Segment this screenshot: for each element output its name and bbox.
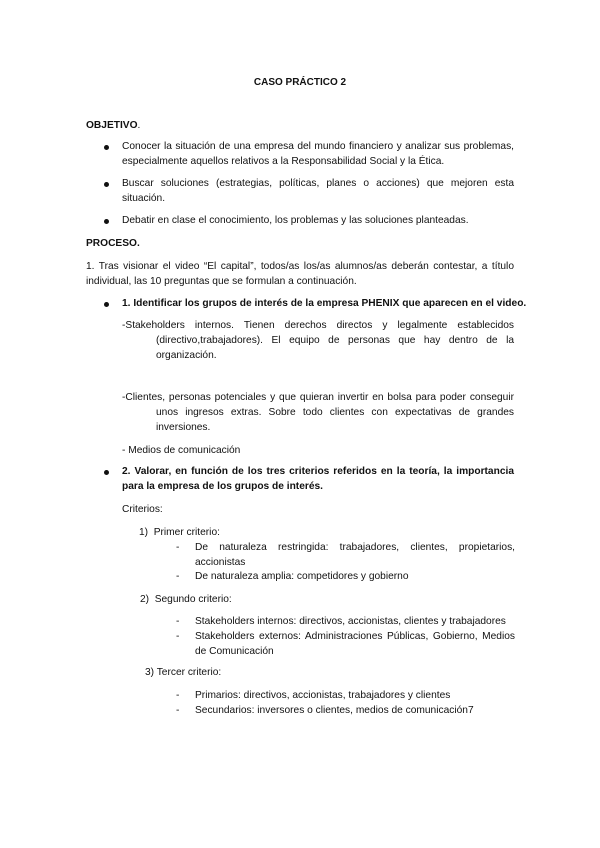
- objetivo-bullet-3: Debatir en clase el conocimiento, los problemas y las soluciones planteadas.: [122, 215, 469, 226]
- criterio-3-item-2: Secundarios: inversores o clientes, medios de comunicación7: [195, 705, 474, 716]
- criterio-3-label: 3) Tercer criterio:: [145, 667, 222, 678]
- bullet-icon: [104, 219, 109, 224]
- q1-answer-2: -Clientes, personas potenciales y que quieran invertir en bolsa para poder conseguir unos ingresos extras. Sobre todo clientes con expectativas de grandes inversiones.: [122, 392, 514, 433]
- bullet-icon: [104, 470, 109, 475]
- objetivo-heading: OBJETIVO: [86, 120, 138, 131]
- criterios-label: Criterios:: [122, 504, 163, 515]
- q1-answer-3: - Medios de comunicación: [122, 445, 241, 456]
- question-2: 2. Valorar, en función de los tres criterios referidos en la teoría, la importancia para la empresa de los grupos de interés.: [122, 466, 514, 492]
- dash-marker: -: [176, 571, 180, 582]
- bullet-icon: [104, 302, 109, 307]
- dash-marker: -: [176, 705, 180, 716]
- criterio-2-item-1: Stakeholders internos: directivos, accionistas, clientes y trabajadores: [195, 616, 506, 627]
- dash-marker: -: [176, 616, 180, 627]
- objetivo-heading-dot: .: [137, 120, 141, 131]
- proceso-intro: 1. Tras visionar el video “El capital”, todos/as los/as alumnos/as deberán contestar, a título individual, las 10 preguntas que se formulan a continuación.: [86, 261, 514, 287]
- criterio-3-item-1: Primarios: directivos, accionistas, trabajadores y clientes: [195, 690, 451, 701]
- criterio-1-item-2: De naturaleza amplia: competidores y gobierno: [195, 571, 409, 582]
- question-1: 1. Identificar los grupos de interés de la empresa PHENIX que aparecen en el video.: [122, 298, 527, 309]
- objetivo-bullet-1: Conocer la situación de una empresa del mundo financiero y analizar sus problemas, especialmente aquellos relativos a la Responsabilidad Social y la Ética.: [122, 141, 514, 167]
- criterio-2-item-2: Stakeholders externos: Administraciones Públicas, Gobierno, Medios de Comunicación: [195, 631, 515, 657]
- proceso-heading: PROCESO.: [86, 238, 140, 249]
- criterio-2-label: 2) Segundo criterio:: [140, 594, 232, 605]
- dash-marker: -: [176, 690, 180, 701]
- bullet-icon: [104, 145, 109, 150]
- q1-answer-1: -Stakeholders internos. Tienen derechos directos y legalmente establecidos (directivo,trabajadores). El equipo de personas que hay dentro de la organización.: [122, 320, 514, 361]
- objetivo-bullet-2: Buscar soluciones (estrategias, políticas, planes o acciones) que mejoren esta situación.: [122, 178, 514, 204]
- criterio-1-item-1: De naturaleza restringida: trabajadores, clientes, propietarios, accionistas: [195, 542, 515, 568]
- bullet-icon: [104, 182, 109, 187]
- document-title: CASO PRÁCTICO 2: [253, 77, 347, 88]
- objetivo-heading-wrap: [86, 118, 140, 133]
- dash-marker: -: [176, 542, 180, 553]
- criterio-1-label: 1) Primer criterio:: [139, 527, 220, 538]
- dash-marker: -: [176, 631, 180, 642]
